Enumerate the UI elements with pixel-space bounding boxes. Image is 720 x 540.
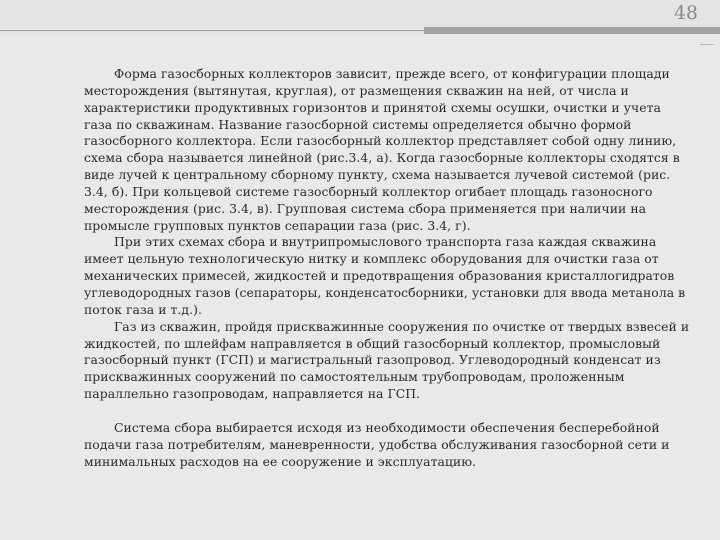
paragraph-gas-flow: Газ из скважин, пройдя прискважинные сооружения по очистке от твердых взвесей и жидкостей, по шлейфам направляется в общий газосборный коллектор, промысловый газосборный пункт (ГСП) и магистральный газопровод. Углеводородный конденсат из прискважинных сооружений по самостоятельным трубопроводам, проложенным параллельно газопроводам, направляется на ГСП. — [84, 318, 690, 402]
paragraph-collector-forms: Форма газосборных коллекторов зависит, прежде всего, от конфигурации площади месторождения (вытянутая, круглая), от размещения скважин на ней, от числа и характеристики продуктивных горизонтов и принятой схемы осушки, очистки и учета газа по скважинам. Название газосборной системы определяется обычно формой газосборного коллектора. Если газосборный коллектор представляет собой одну линию, схема сбора называется линейной (рис.3.4, а). Когда газосборные коллекторы сходятся в виде лучей к центральному сборному пункту, схема называется лучевой системой (рис. 3.4, б). При кольцевой системе газосборный коллектор огибает площадь газоносного месторождения (рис. 3.4, в). Групповая система сбора применяется при наличии на промысле групповых пунктов сепарации газа (рис. 3.4, г). — [84, 66, 680, 233]
header-accent-bar — [424, 27, 720, 34]
document-body — [84, 66, 692, 470]
corner-mark — [700, 40, 720, 50]
paragraph-well-equipment: При этих схемах сбора и внутрипромыслового транспорта газа каждая скважина имеет цельную технологическую нитку и комплекс оборудования для очистки газа от механических примесей, жидкостей и предотвращения образования кристаллогидратов углеводородных газов (сепараторы, конденсатосборники, установки для ввода метанола в поток газа и т.д.). — [84, 234, 686, 317]
paragraph-system-choice: Система сбора выбирается исходя из необходимости обеспечения бесперебойной подачи газа потребителям, маневренности, удобства обслуживания газосборной сети и минимальных расходов на ее сооружение и эксплуатацию. — [84, 419, 670, 469]
page-number: 48 — [673, 2, 698, 24]
